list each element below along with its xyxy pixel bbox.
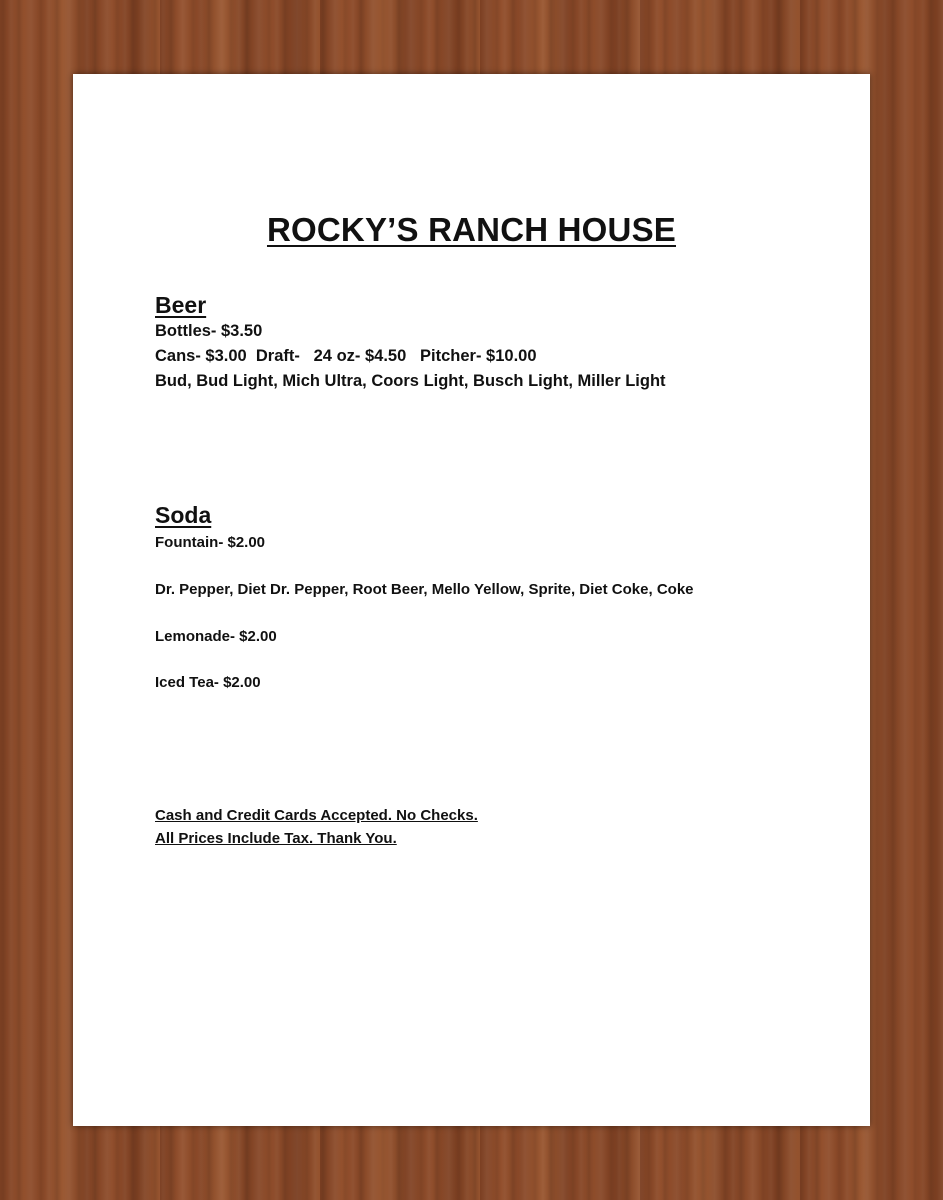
soda-iced-tea-price: Iced Tea- $2.00 bbox=[155, 674, 261, 691]
soda-heading: Soda bbox=[155, 502, 212, 528]
tax-notice-line: All Prices Include Tax. Thank You. bbox=[155, 830, 397, 847]
payment-notice bbox=[155, 804, 478, 850]
soda-section bbox=[155, 501, 694, 691]
soda-flavors-list: Dr. Pepper, Diet Dr. Pepper, Root Beer, Mello Yellow, Sprite, Diet Coke, Coke bbox=[155, 581, 694, 598]
beer-bottles-price: Bottles- $3.50 bbox=[155, 322, 263, 340]
payment-notice-line: Cash and Credit Cards Accepted. No Checks. bbox=[155, 807, 478, 824]
beer-heading: Beer bbox=[155, 292, 207, 318]
menu-sheet bbox=[73, 74, 870, 1126]
beer-cans-draft-pitcher-prices: Cans- $3.00 Draft- 24 oz- $4.50 Pitcher- $10.00 bbox=[155, 347, 537, 365]
beer-brands-list: Bud, Bud Light, Mich Ultra, Coors Light, Busch Light, Miller Light bbox=[155, 372, 666, 390]
beer-section bbox=[155, 291, 666, 394]
soda-fountain-price: Fountain- $2.00 bbox=[155, 534, 266, 551]
soda-lemonade-price: Lemonade- $2.00 bbox=[155, 628, 277, 645]
restaurant-title: ROCKY’S RANCH HOUSE bbox=[266, 211, 676, 248]
